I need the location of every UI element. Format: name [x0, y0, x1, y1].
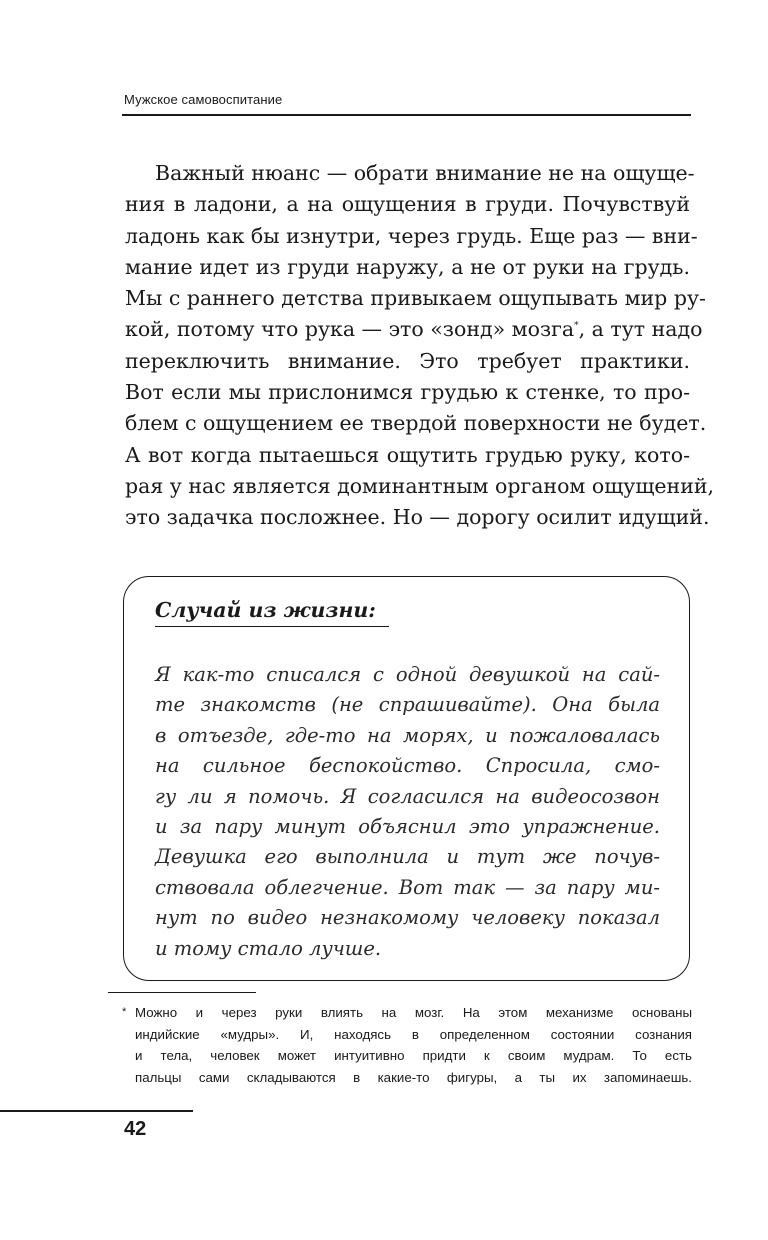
page-number-rule: [0, 1110, 193, 1112]
case-story-text: [155, 660, 660, 964]
footnote-separator: [108, 992, 256, 993]
case-line: нут по видео незнакомому человеку показал: [155, 906, 660, 930]
case-story-title: Случай из жизни:: [155, 598, 376, 622]
case-line: в отъезде, где-то на морях, и пожаловалась: [155, 723, 660, 747]
body-line-with-note: [125, 314, 703, 345]
footnote: [122, 1002, 692, 1088]
case-line: Девушка его выполнила и тут же почув-: [155, 845, 660, 869]
case-line: Я как-то списался с одной девушкой на сай-: [155, 663, 660, 686]
footnote-line: пальцы сами складываются в какие-то фигуры, а ты их запоминаешь.: [135, 1069, 692, 1085]
header-rule: [122, 114, 691, 116]
case-line: и за пару минут объяснил это упражнение.: [155, 815, 660, 839]
body-line: Вот если мы прислонимся грудью к стенке, то про-: [125, 380, 690, 405]
footnote-line-text: Можно и через руки влиять на мозг. На этом механизме основаны: [135, 1005, 692, 1020]
body-line: рая у нас является доминантным органом ощущений,: [125, 473, 715, 498]
body-line: блем с ощущением ее твердой поверхности не будет.: [125, 411, 707, 436]
case-line: гу ли я помочь. Я согласился на видеосозвон: [155, 784, 660, 808]
body-line: Важный нюанс — обрати внимание не на ощуще-: [155, 161, 695, 185]
body-line-head: кой, потому что рука — это «зонд» мозга: [125, 317, 575, 342]
body-line: А вот когда пытаешься ощутить грудью руку, кото-: [125, 442, 690, 467]
case-line: на сильное беспокойство. Спросила, смо-: [155, 754, 660, 778]
case-line: те знакомств (не спрашивайте). Она была: [155, 693, 660, 717]
body-line: ладонь как бы изнутри, через грудь. Еще раз — вни-: [125, 223, 698, 248]
running-head-title: Мужское самовоспитание: [124, 92, 283, 107]
footnote-line: и тела, человек может интуитивно придти к своим мудрам. То есть: [135, 1048, 692, 1063]
footnote-mark: *: [122, 1006, 127, 1018]
footnote-line: индийские «мудры». И, находясь в определенном состоянии сознания: [135, 1026, 692, 1042]
case-line: ствовала облегчение. Вот так — за пару ми-: [155, 875, 660, 899]
footnote-line: [122, 1002, 692, 1024]
body-paragraph: [125, 158, 715, 534]
body-line: Мы с раннего детства привыкаем ощупывать мир ру-: [125, 286, 706, 311]
body-line: ния в ладони, а на ощущения в груди. Почувствуй: [125, 192, 690, 217]
body-line: мание идет из груди наружу, а не от руки на грудь.: [125, 254, 690, 279]
body-line: переключить внимание. Это требует практики.: [125, 348, 690, 373]
case-title-underline: [155, 626, 389, 627]
case-line: и тому стало лучше.: [155, 936, 382, 960]
page-number: 42: [124, 1118, 147, 1140]
body-line: это задачка посложнее. Но — дорогу осилит идущий.: [125, 505, 710, 530]
body-line-tail: , а тут надо: [578, 317, 703, 342]
footnote-reference-mark: *: [574, 321, 579, 332]
